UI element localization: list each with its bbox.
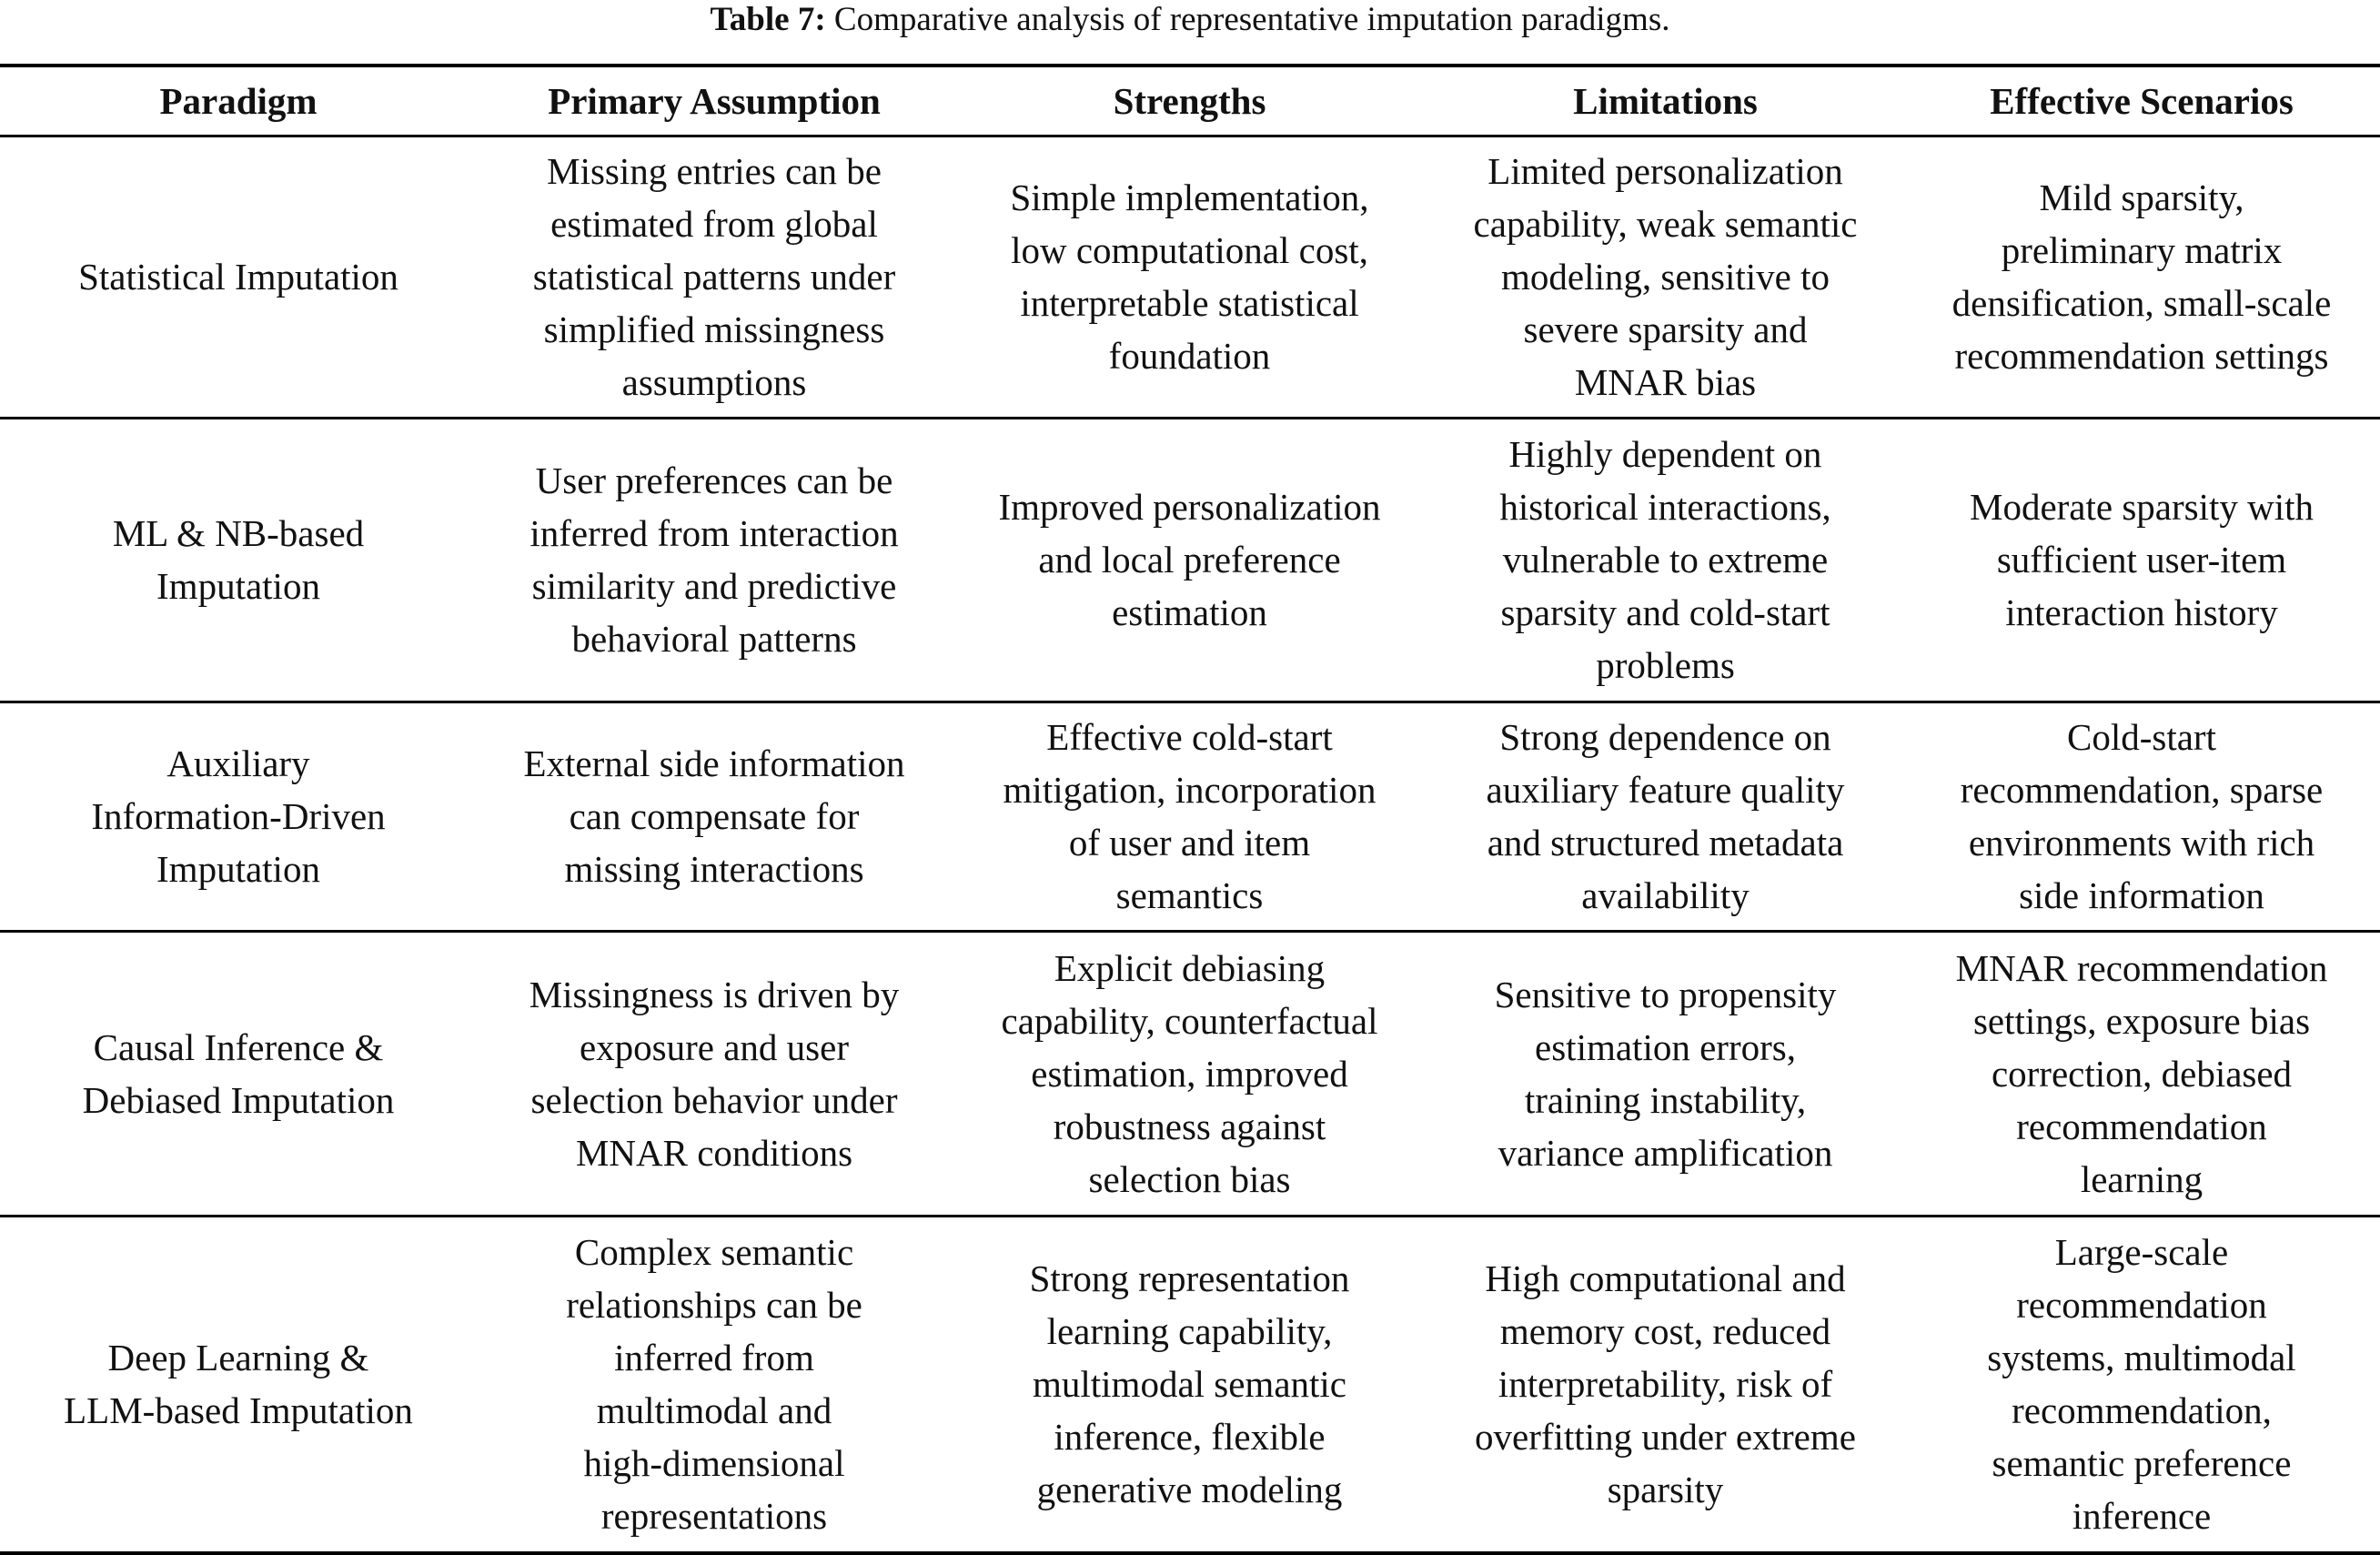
table-row bbox=[0, 702, 2380, 931]
cell-paradigm: ML & NB-based Imputation bbox=[0, 418, 477, 702]
table-caption bbox=[0, 0, 2380, 40]
cell-paradigm: Statistical Imputation bbox=[0, 136, 477, 418]
cell-strengths: Effective cold-start mitigation, incorporation of user and item semantics bbox=[952, 702, 1427, 931]
header-effective-scenarios: Effective Scenarios bbox=[1903, 66, 2380, 136]
cell-limitations: High computational and memory cost, reduced interpretability, risk of overfitting under extreme sparsity bbox=[1427, 1216, 1903, 1553]
cell-paradigm: Auxiliary Information-Driven Imputation bbox=[0, 702, 477, 931]
cell-strengths: Simple implementation, low computational cost, interpretable statistical foundation bbox=[952, 136, 1427, 418]
comparison-table bbox=[0, 64, 2380, 1555]
comparison-table-container bbox=[0, 64, 2380, 1555]
caption-label: Table 7: bbox=[710, 1, 826, 38]
cell-limitations: Strong dependence on auxiliary feature quality and structured metadata availability bbox=[1427, 702, 1903, 931]
header-primary-assumption: Primary Assumption bbox=[477, 66, 952, 136]
header-strengths: Strengths bbox=[952, 66, 1427, 136]
table-row bbox=[0, 136, 2380, 418]
cell-strengths: Explicit debiasing capability, counterfactual estimation, improved robustness against selection bias bbox=[952, 931, 1427, 1216]
caption-text: Comparative analysis of representative imputation paradigms. bbox=[833, 1, 1670, 38]
cell-limitations: Highly dependent on historical interactions, vulnerable to extreme sparsity and cold-start problems bbox=[1427, 418, 1903, 702]
cell-primary-assumption: User preferences can be inferred from interaction similarity and predictive behavioral patterns bbox=[477, 418, 952, 702]
cell-effective-scenarios: Cold-start recommendation, sparse environments with rich side information bbox=[1903, 702, 2380, 931]
cell-strengths: Strong representation learning capability, multimodal semantic inference, flexible generative modeling bbox=[952, 1216, 1427, 1553]
header-paradigm: Paradigm bbox=[0, 66, 477, 136]
cell-limitations: Sensitive to propensity estimation errors, training instability, variance amplification bbox=[1427, 931, 1903, 1216]
cell-effective-scenarios: Moderate sparsity with sufficient user-item interaction history bbox=[1903, 418, 2380, 702]
cell-primary-assumption: Missing entries can be estimated from global statistical patterns under simplified missingness assumptions bbox=[477, 136, 952, 418]
table-header-row bbox=[0, 66, 2380, 136]
header-limitations: Limitations bbox=[1427, 66, 1903, 136]
cell-primary-assumption: Missingness is driven by exposure and user selection behavior under MNAR conditions bbox=[477, 931, 952, 1216]
cell-effective-scenarios: Large-scale recommendation systems, multimodal recommendation, semantic preference inference bbox=[1903, 1216, 2380, 1553]
table-row bbox=[0, 931, 2380, 1216]
cell-primary-assumption: External side information can compensate for missing interactions bbox=[477, 702, 952, 931]
table-row bbox=[0, 418, 2380, 702]
cell-primary-assumption: Complex semantic relationships can be inferred from multimodal and high-dimensional representations bbox=[477, 1216, 952, 1553]
table-row bbox=[0, 1216, 2380, 1553]
cell-paradigm: Deep Learning & LLM-based Imputation bbox=[0, 1216, 477, 1553]
cell-paradigm: Causal Inference & Debiased Imputation bbox=[0, 931, 477, 1216]
cell-effective-scenarios: Mild sparsity, preliminary matrix densification, small-scale recommendation settings bbox=[1903, 136, 2380, 418]
cell-effective-scenarios: MNAR recommendation settings, exposure bias correction, debiased recommendation learning bbox=[1903, 931, 2380, 1216]
cell-limitations: Limited personalization capability, weak semantic modeling, sensitive to severe sparsity and MNAR bias bbox=[1427, 136, 1903, 418]
cell-strengths: Improved personalization and local preference estimation bbox=[952, 418, 1427, 702]
